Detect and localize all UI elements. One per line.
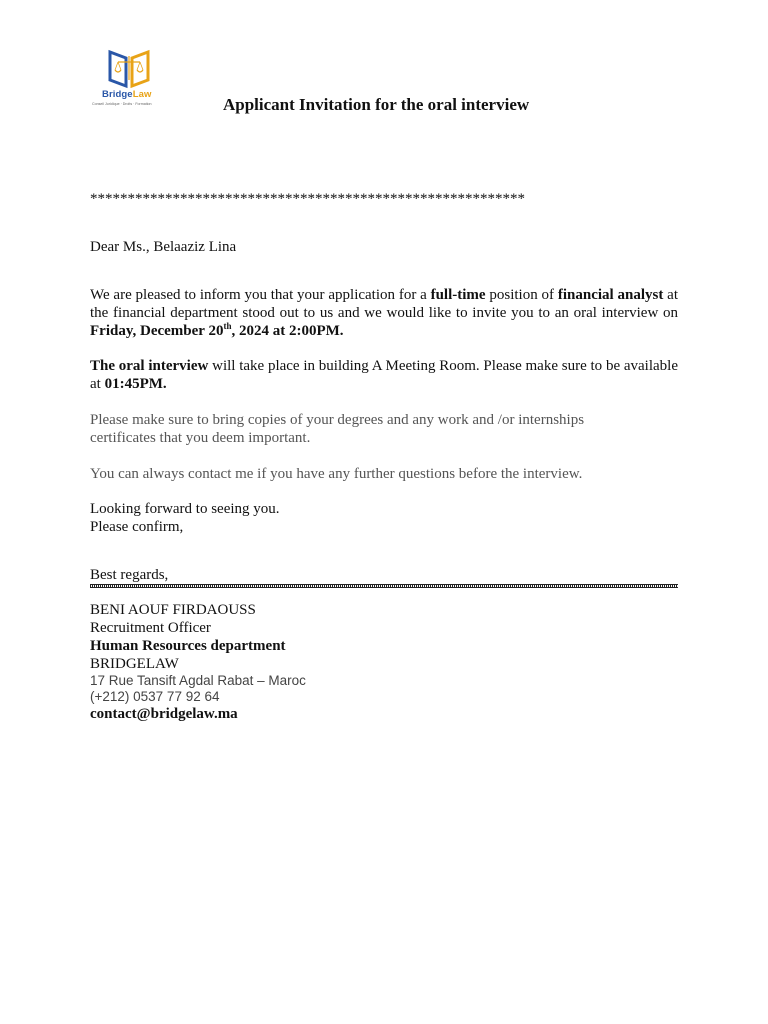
signature-phone: (+212) 0537 77 92 64 (90, 689, 220, 704)
signature-name: BENI AOUF FIRDAOUSS (90, 602, 256, 618)
asterisk-separator: ********************************************************** (90, 191, 525, 207)
logo-tagline: Conseil Juridique · Droits · Formation (92, 102, 152, 106)
paragraph-invitation: We are pleased to inform you that your application for a full-time position of financial analyst at the financial department stood out to us and we would like to invite you to an oral interview on Friday, December 20th, 2024 at 2:00PM. (90, 287, 678, 339)
salutation: Dear Ms., Belaaziz Lina (90, 239, 237, 255)
paragraph-documents: Please make sure to bring copies of your degrees and any work and /or internships certificates that you deem important. (90, 412, 585, 446)
closing-line-2: Please confirm, (90, 519, 184, 535)
regards: Best regards, (90, 567, 169, 583)
paragraph-location: The oral interview will take place in building A Meeting Room. Please make sure to be available at 01:45PM. (90, 358, 679, 392)
signature-role: Recruitment Officer (90, 620, 211, 636)
closing-line-1: Looking forward to seeing you. (90, 501, 280, 517)
signature-email: contact@bridgelaw.ma (90, 706, 238, 722)
signature-divider (90, 584, 678, 588)
document-title: Applicant Invitation for the oral interview (223, 95, 530, 114)
company-logo (90, 46, 168, 110)
paragraph-contact: You can always contact me if you have any further questions before the interview. (90, 466, 583, 482)
signature-block (90, 601, 306, 723)
signature-department: Human Resources department (90, 638, 286, 654)
scales-icon (90, 46, 168, 90)
signature-company: BRIDGELAW (90, 656, 179, 672)
signature-address: 17 Rue Tansift Agdal Rabat – Maroc (90, 673, 306, 688)
logo-wordmark: BridgeLaw (102, 89, 152, 100)
